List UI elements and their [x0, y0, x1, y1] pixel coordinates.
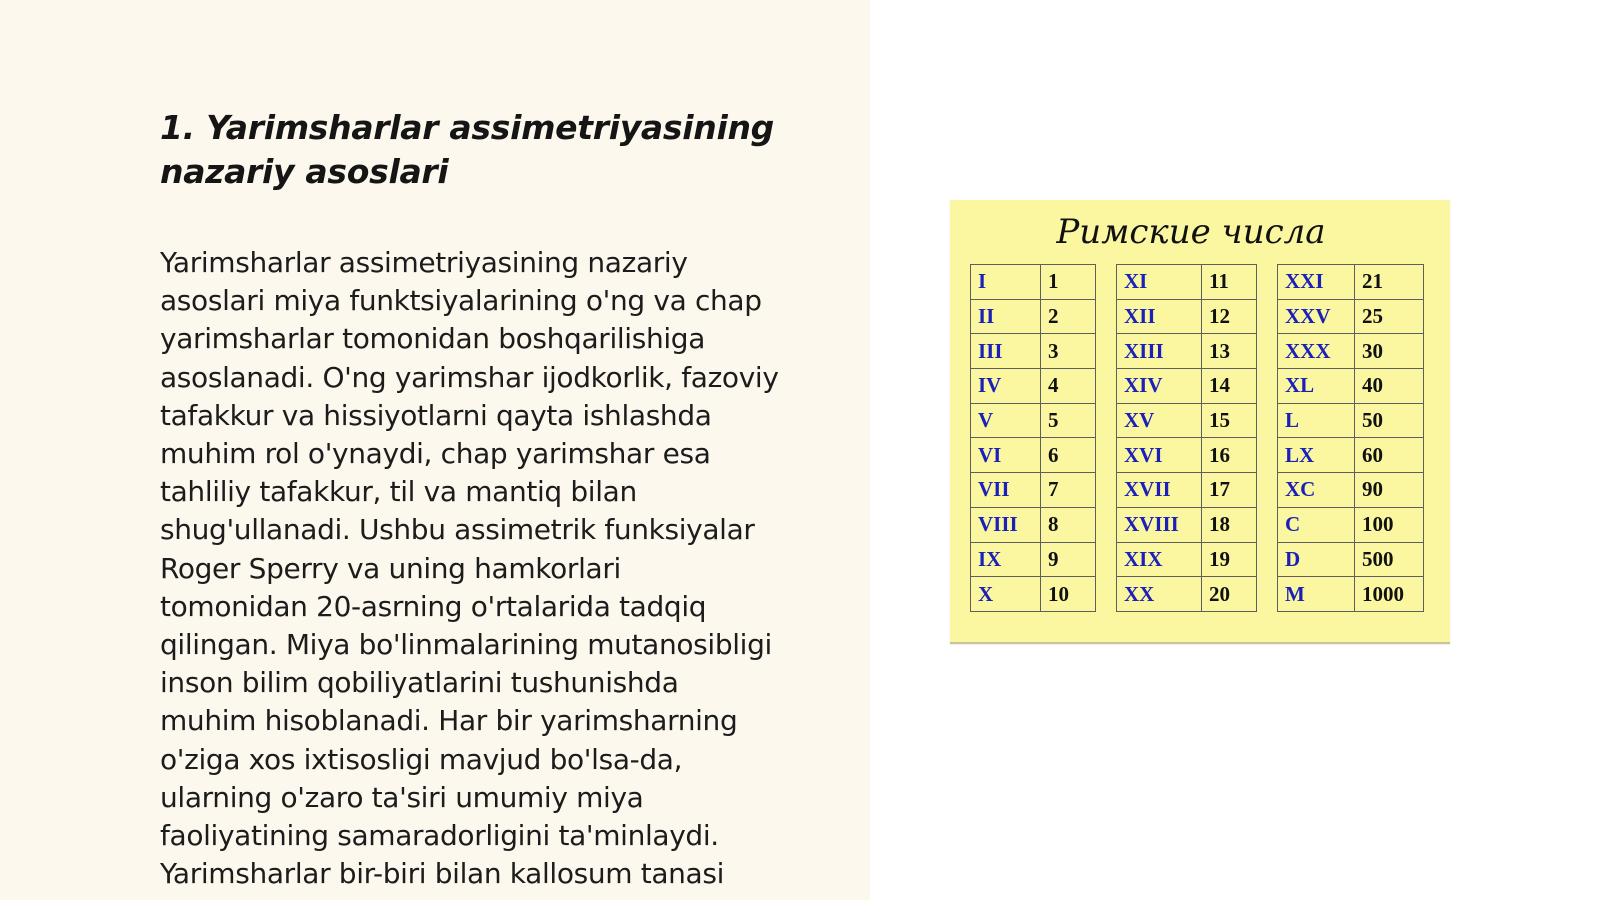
- arabic-number-cell: 40: [1355, 369, 1424, 404]
- table-row: [1278, 265, 1424, 300]
- table-row: [1278, 438, 1424, 473]
- arabic-number-cell: 19: [1202, 542, 1257, 577]
- roman-numeral-cell: XIX: [1117, 542, 1202, 577]
- table-row: [1278, 577, 1424, 612]
- arabic-number-cell: 1: [1041, 265, 1096, 300]
- table-row: [971, 577, 1096, 612]
- arabic-number-cell: 50: [1355, 403, 1424, 438]
- arabic-number-cell: 18: [1202, 507, 1257, 542]
- table-row: [1117, 265, 1257, 300]
- roman-numeral-cell: XC: [1278, 473, 1355, 508]
- roman-numeral-cell: XV: [1117, 403, 1202, 438]
- body-line: muhim hisoblanadi. Har bir yarimsharning: [160, 704, 738, 738]
- table-row: [971, 265, 1096, 300]
- roman-numeral-cell: C: [1278, 507, 1355, 542]
- table-row: [1278, 542, 1424, 577]
- table-row: [971, 473, 1096, 508]
- arabic-number-cell: 9: [1041, 542, 1096, 577]
- table-row: [1278, 507, 1424, 542]
- table-row: [971, 299, 1096, 334]
- arabic-number-cell: 6: [1041, 438, 1096, 473]
- body-line: yarimsharlar tomonidan boshqarilishiga: [160, 322, 706, 356]
- roman-numeral-cell: V: [971, 403, 1041, 438]
- roman-numeral-cell: XIII: [1117, 334, 1202, 369]
- body-line: Roger Sperry va uning hamkorlari: [160, 551, 621, 585]
- arabic-number-cell: 12: [1202, 299, 1257, 334]
- arabic-number-cell: 20: [1202, 577, 1257, 612]
- body-line: faoliyatining samaradorligini ta'minlaydi.: [160, 819, 719, 853]
- arabic-number-cell: 500: [1355, 542, 1424, 577]
- table-row: [1117, 369, 1257, 404]
- roman-numeral-cell: VI: [971, 438, 1041, 473]
- slide-title-line: 1. Yarimsharlar assimetriyasining: [160, 108, 774, 147]
- roman-numeral-cell: XVIII: [1117, 507, 1202, 542]
- roman-numeral-cell: III: [971, 334, 1041, 369]
- table-row: [971, 334, 1096, 369]
- body-line: tafakkur va hissiyotlarni qayta ishlashda: [160, 398, 712, 432]
- roman-numerals-tables: [970, 264, 1424, 612]
- arabic-number-cell: 16: [1202, 438, 1257, 473]
- arabic-number-cell: 3: [1041, 334, 1096, 369]
- roman-numeral-cell: VIII: [971, 507, 1041, 542]
- arabic-number-cell: 5: [1041, 403, 1096, 438]
- roman-numeral-cell: X: [971, 577, 1041, 612]
- table-row: [1278, 403, 1424, 438]
- table-row: [971, 507, 1096, 542]
- table-row: [1117, 438, 1257, 473]
- slide-title-line: nazariy asoslari: [160, 152, 449, 191]
- roman-numeral-cell: VII: [971, 473, 1041, 508]
- roman-table-column: [1277, 264, 1424, 612]
- body-line: asoslari miya funktsiyalarining o'ng va chap: [160, 284, 762, 318]
- table-row: [1117, 542, 1257, 577]
- table-row: [971, 438, 1096, 473]
- arabic-number-cell: 17: [1202, 473, 1257, 508]
- arabic-number-cell: 8: [1041, 507, 1096, 542]
- table-row: [1117, 577, 1257, 612]
- table-row: [1278, 473, 1424, 508]
- roman-numeral-cell: LX: [1278, 438, 1355, 473]
- roman-numeral-cell: L: [1278, 403, 1355, 438]
- table-row: [1117, 473, 1257, 508]
- arabic-number-cell: 2: [1041, 299, 1096, 334]
- roman-numeral-cell: IX: [971, 542, 1041, 577]
- table-row: [1117, 507, 1257, 542]
- body-line: inson bilim qobiliyatlarini tushunishda: [160, 666, 679, 700]
- body-line: Yarimsharlar bir-biri bilan kallosum tanasi: [160, 857, 725, 891]
- arabic-number-cell: 15: [1202, 403, 1257, 438]
- arabic-number-cell: 60: [1355, 438, 1424, 473]
- arabic-number-cell: 14: [1202, 369, 1257, 404]
- roman-numeral-cell: XI: [1117, 265, 1202, 300]
- table-row: [1117, 299, 1257, 334]
- body-line: Yarimsharlar assimetriyasining nazariy: [160, 246, 688, 279]
- arabic-number-cell: 7: [1041, 473, 1096, 508]
- roman-numeral-cell: XVII: [1117, 473, 1202, 508]
- body-line: muhim rol o'ynaydi, chap yarimshar esa: [160, 437, 711, 471]
- table-row: [1117, 403, 1257, 438]
- arabic-number-cell: 25: [1355, 299, 1424, 334]
- arabic-number-cell: 100: [1355, 507, 1424, 542]
- arabic-number-cell: 90: [1355, 473, 1424, 508]
- arabic-number-cell: 30: [1355, 334, 1424, 369]
- body-line: ularning o'zaro ta'siri umumiy miya: [160, 780, 644, 814]
- table-row: [1278, 334, 1424, 369]
- roman-image-title: Римские числа: [1056, 212, 1326, 252]
- body-line: o'ziga xos ixtisosligi mavjud bo'lsa-da,: [160, 742, 683, 776]
- slide-title: [160, 106, 820, 194]
- arabic-number-cell: 11: [1202, 265, 1257, 300]
- roman-numeral-cell: XX: [1117, 577, 1202, 612]
- roman-numeral-cell: I: [971, 265, 1041, 300]
- arabic-number-cell: 10: [1041, 577, 1096, 612]
- roman-table-column: [970, 264, 1096, 612]
- roman-numeral-cell: XL: [1278, 369, 1355, 404]
- roman-numeral-cell: XVI: [1117, 438, 1202, 473]
- roman-numeral-cell: II: [971, 299, 1041, 334]
- roman-numeral-cell: XXV: [1278, 299, 1355, 334]
- slide-body-text: [160, 244, 850, 893]
- roman-numeral-cell: XIV: [1117, 369, 1202, 404]
- table-row: [971, 369, 1096, 404]
- body-line: tahliliy tafakkur, til va mantiq bilan: [160, 475, 637, 509]
- table-row: [971, 542, 1096, 577]
- roman-numerals-image: [950, 200, 1450, 644]
- body-line: tomonidan 20-asrning o'rtalarida tadqiq: [160, 589, 707, 623]
- roman-numeral-cell: XXI: [1278, 265, 1355, 300]
- body-line: shug'ullanadi. Ushbu assimetrik funksiyalar: [160, 513, 755, 547]
- body-line: asoslanadi. O'ng yarimshar ijodkorlik, fazoviy: [160, 360, 779, 394]
- table-row: [971, 403, 1096, 438]
- roman-numeral-cell: M: [1278, 577, 1355, 612]
- body-line: qilingan. Miya bo'linmalarining mutanosibligi: [160, 628, 772, 662]
- table-row: [1278, 369, 1424, 404]
- roman-numeral-cell: D: [1278, 542, 1355, 577]
- arabic-number-cell: 1000: [1355, 577, 1424, 612]
- roman-numeral-cell: XXX: [1278, 334, 1355, 369]
- table-row: [1278, 299, 1424, 334]
- table-row: [1117, 334, 1257, 369]
- roman-table-column: [1116, 264, 1257, 612]
- roman-numeral-cell: XII: [1117, 299, 1202, 334]
- arabic-number-cell: 4: [1041, 369, 1096, 404]
- arabic-number-cell: 13: [1202, 334, 1257, 369]
- arabic-number-cell: 21: [1355, 265, 1424, 300]
- roman-numeral-cell: IV: [971, 369, 1041, 404]
